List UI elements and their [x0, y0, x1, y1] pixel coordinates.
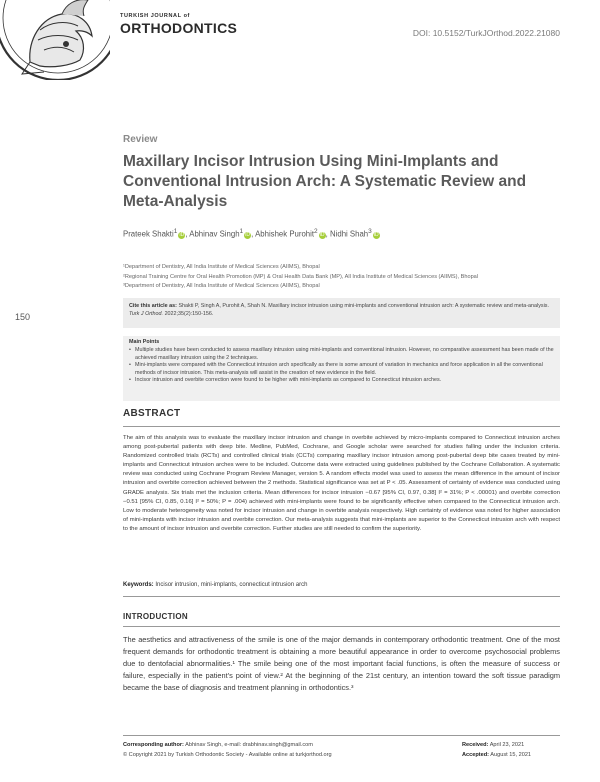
author-affil-sup: 1	[239, 228, 244, 235]
journal-name	[120, 14, 237, 35]
copyright: © Copyright 2021 by Turkish Orthodontic Society - Available online at turkjorthod.org	[123, 752, 332, 758]
orcid-icon[interactable]: iD	[245, 231, 251, 238]
introduction-text: The aesthetics and attractiveness of the smile is one of the major demands in contemporary orthodontic treatment. One of the most frequent demands for orthodontic treatment is obtaining a more beautiful appearance in order to overcome psychosocial problems due to dentofacial abnormalities.¹ The smile being one of the most important facial functions, is often the measure of success or failure, especially in the patient's point of view.² At the beginning of the 21st century, an intention toward the soft tissue paradigm became the base of diagnosis and treatment planning in orthodontics.³	[123, 635, 560, 692]
journal-logo	[0, 0, 110, 80]
affiliation: ¹Department of Dentistry, All India Institute of Medical Sciences (AIIMS), Bhopal	[123, 264, 320, 270]
page-number: 150	[15, 312, 31, 322]
author-affil-sup: 2	[314, 228, 318, 235]
introduction-heading: INTRODUCTION	[123, 612, 188, 621]
orcid-icon[interactable]: iD	[373, 231, 379, 238]
author-name: Nidhi Shah	[330, 229, 369, 239]
orcid-icon[interactable]: iD	[319, 231, 325, 238]
divider	[123, 626, 560, 627]
author-affil-sup: 3	[368, 228, 372, 235]
affiliations	[123, 263, 478, 292]
author-list: Prateek Shakti$^1$ iD, Abhinav Singh$^1$ iD, Abhishek Purohit$^2$ iD, Nidhi Shah$^3$ iD	[123, 228, 379, 239]
cite-box	[123, 298, 560, 328]
main-points-box	[123, 336, 560, 401]
received-label: Received:	[462, 742, 489, 748]
author-name: Prateek Shakti	[123, 229, 174, 239]
abstract-text: The aim of this analysis was to evaluate the maxillary incisor intrusion and change in overbite achieved by micro-implants compared to Connecticut intrusion arches among post-pubertal patients with deep bite. Medline, PubMed, Cochrane, and Google scholar were searched for studies falling under the inclusion criteria. Randomized controlled trials (RCTs) and controlled clinical trials (CCTs) comparing maxillary incisor intrusion among post-pubertal deep bite cases treated by mini-implants and Connecticut intrusion arches were to be included. Outcome data were extracted using guidelines published by the Cochrane Collaboration. A systematic review was conducted using Cochrane Program Review Manager, version 5. A random effects model was used to assess the mean difference in the amount of incisor intrusion and overbite correction achieved between the 2 methods. Statistical significance was set at P < .05. Assessment of certainty of evidence was conducted using GRADE analysis. Six trials met the inclusion criteria. Mean differences for incisor intrusion −0.67 [95% CI, 0.97, 0.38] I² = 31%; P < .00001) and overbite correction −0.51 [95% CI, 0.85, 0.16] I² = 50%; P = .004) achieved with mini-implants were found to be significantly effective when compared to the Connecticut intrusion arch. Low to moderate heterogeneity was noted for incisor intrusion and change in overbite analysis respectively. High certainty of evidence was noted for higher association of mini-implants with incisor intrusion and overbite correction. Our meta-analysis suggests that mini-implants are superior to the Connecticut intrusion arch with respect to the amount of incisor intrusion and overbite correction. Further studies are still needed to confirm the superiority.	[123, 435, 560, 532]
affiliation: ³Department of Dentistry, All India Institute of Medical Sciences (AIIMS), Bhopal	[123, 283, 320, 289]
main-point-item: • Multiple studies have been conducted to assess maxillary intrusion using mini-implants and conventional intrusion. However, no comparative assessment has been made of the achieved maxillary intrusion using the 2 techniques.	[129, 347, 554, 362]
article-title: Maxillary Incisor Intrusion Using Mini-Implants and Conventional Intrusion Arch: A Systematic Review and Meta-Analysis	[123, 153, 527, 210]
accepted-date: August 15, 2021	[490, 752, 532, 758]
main-point-item: • Mini-implants were compared with the Connecticut intrusion arch specifically as there is some amount of variation in mechanics and force application in all the conventional methods of incisor intrusion. This meta-analysis will assist in the creation of new evidence in the field.	[129, 362, 554, 377]
keywords-label: Keywords:	[123, 582, 154, 588]
footer-dates	[462, 740, 531, 760]
author-name: Abhishek Purohit	[255, 229, 315, 239]
cite-ref: 2022;35(2):150-156.	[164, 311, 214, 317]
accepted-label: Accepted:	[462, 752, 490, 758]
corresponding-label: Corresponding author:	[123, 742, 184, 748]
cite-label: Cite this article as:	[129, 303, 177, 309]
corresponding-text[interactable]: Abhinav Singh, e-mail: drabhinav.singh@gmail.com	[185, 742, 313, 748]
journal-name-small: TURKISH JOURNAL of	[120, 13, 190, 19]
abstract-heading: ABSTRACT	[123, 408, 181, 419]
author-affil-sup: 1	[173, 228, 178, 235]
cite-text: Shakti P, Singh A, Purohit A, Shah N. Maxillary incisor intrusion using mini-implants and conventional intrusion arch: A systematic review and meta-analysis.	[178, 303, 549, 309]
main-point-item: • Incisor intrusion and overbite correction were found to be higher with mini-implants as compared to Connecticut intrusion arches.	[129, 377, 554, 384]
author-name: Abhinav Singh	[189, 229, 240, 239]
section-tag: Review	[123, 134, 158, 145]
keywords	[123, 582, 307, 588]
footer-divider	[123, 735, 560, 736]
affiliation: ²Regional Training Centre for Oral Health Promotion (MP) & Oral Health Data Bank (MP), All India Institute of Medical Sciences (AIIMS), Bhopal	[123, 273, 479, 280]
main-points-title: Main Points	[129, 339, 160, 345]
orcid-icon[interactable]: iD	[179, 231, 185, 238]
divider	[123, 426, 560, 427]
doi[interactable]: DOI: 10.5152/TurkJOrthod.2022.21080	[412, 28, 560, 38]
footer-left	[123, 740, 332, 760]
keywords-text: Incisor intrusion, mini-implants, connecticut intrusion arch	[155, 582, 308, 588]
journal-name-big: ORTHODONTICS	[120, 19, 238, 36]
received-date: April 23, 2021	[489, 742, 525, 748]
divider	[123, 596, 560, 597]
cite-journal: Turk J Orthod.	[129, 311, 164, 317]
athena-helmet-icon	[0, 0, 110, 80]
